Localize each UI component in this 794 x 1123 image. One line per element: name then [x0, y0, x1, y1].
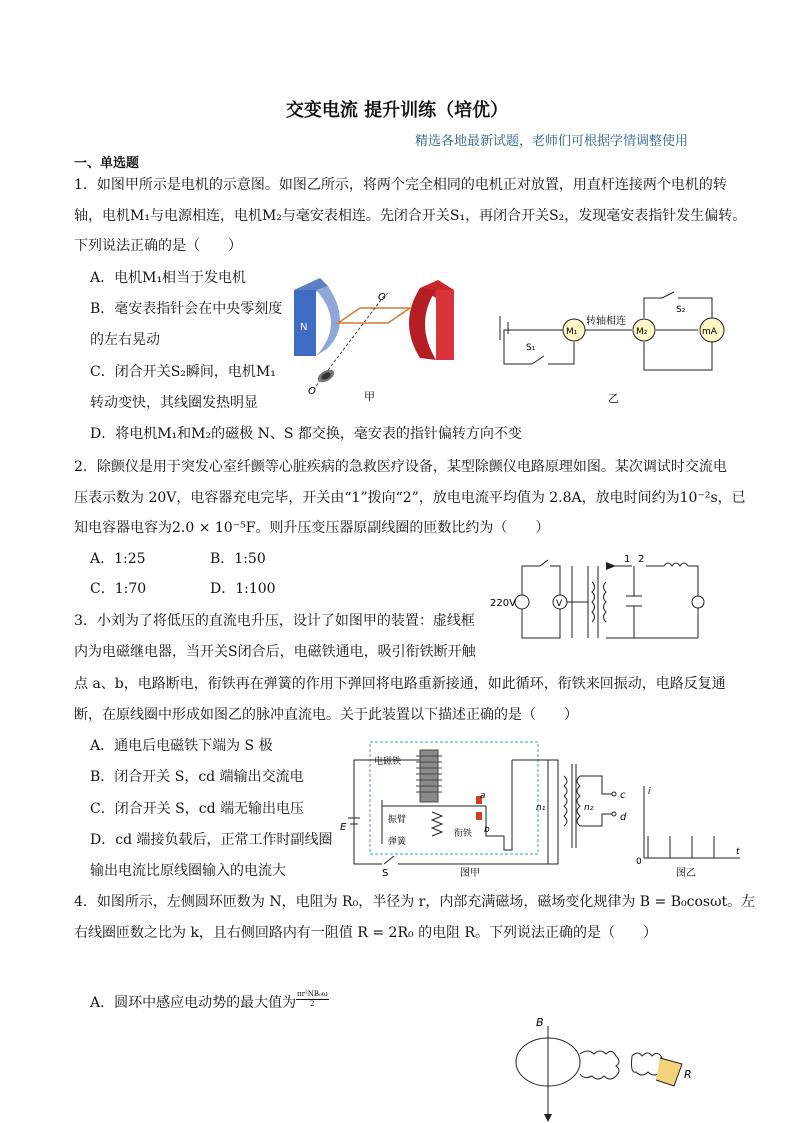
q2-voltage-label: 220V [490, 598, 516, 609]
q4-field-b-label: B [536, 1016, 544, 1029]
shaft-connect-label: 转轴相连 [586, 316, 626, 327]
axis-o-prime-label: O′ [378, 292, 389, 303]
q3-n2-label: n₂ [584, 803, 594, 813]
q1-option-a: A．电机M₁相当于发电机 [90, 270, 247, 286]
section-heading: 一、单选题 [74, 156, 140, 171]
q3-line3: 点 a、b，电路断电，衔铁再在弹簧的作用下弹回将电路重新接通，如此循环，衔铁来回振动，电路反复通 [74, 676, 726, 692]
q3-contact-a-label: a [480, 791, 486, 801]
q1-line1: 1．如图甲所示是电机的示意图。如图乙所示，将两个完全相同的电机正对放置，用直杆连接两个电机的转 [74, 177, 727, 193]
q3-electromagnet-label: 电磁铁 [374, 757, 402, 767]
fraction-numerator: πr²NB₀ω [297, 990, 328, 998]
figure-yi-caption: 乙 [608, 392, 619, 405]
switch-s2-label: S₂ [676, 305, 686, 315]
axis-o-label: O [308, 386, 316, 397]
q1-option-c-line2: 转动变快，其线圈发热明显 [90, 395, 258, 411]
q4-figure [510, 1012, 710, 1123]
q3-battery-e-label: E [340, 822, 347, 833]
q2-switch-pos2-label: 2 [638, 554, 645, 565]
q3-n1-label: n₁ [536, 803, 546, 813]
q3-option-d-line2: 输出电流比原线圈输入的电流大 [90, 863, 286, 879]
q1-figure-jia [288, 278, 468, 404]
q3-line2: 内为电磁继电器，当开关S闭合后，电磁铁通电，吸引衔铁断开触 [74, 644, 476, 660]
milliammeter-label: mA [702, 327, 717, 337]
fraction-denominator: 2 [310, 1000, 315, 1008]
q2-voltmeter-label: V [556, 599, 563, 609]
q1-option-c-line1: C．闭合开关S₂瞬间，电机M₁ [90, 364, 276, 380]
q3-terminal-d-label: d [620, 812, 627, 823]
switch-s1-label: S₁ [526, 343, 536, 353]
q3-arm-label: 振臂 [388, 815, 407, 825]
motor-m2-label: M₂ [636, 327, 648, 337]
q4-line2: 右线圈匝数之比为 k，且右侧回路内有一阻值 R = 2R₀ 的电阻 R。下列说法正确的是（ ） [74, 925, 658, 941]
q3-option-d-line1: D．cd 端接负载后，正常工作时副线圈 [90, 832, 333, 848]
q3-option-b: B．闭合开关 S，cd 端输出交流电 [90, 769, 304, 785]
q3-graph-origin-label: 0 [636, 857, 642, 867]
figure-jia-caption: 甲 [364, 390, 375, 403]
page-title: 交变电流 提升训练（培优） [285, 100, 509, 121]
q4-option-a: A．圆环中感应电动势的最大值为 [90, 995, 297, 1011]
q1-option-b-line1: B．毫安表指针会在中央零刻度 [90, 301, 283, 317]
q2-option-d: D．1:100 [210, 581, 276, 597]
magnet-n-label: N [300, 322, 308, 333]
q3-graph-i-label: i [648, 787, 651, 797]
q1-line2: 轴，电机M₁与电源相连，电机M₂与毫安表相连。先闭合开关S₁，再闭合开关S₂，发现毫安表指针发生偏转。 [74, 208, 747, 224]
motor-m1-label: M₁ [566, 327, 578, 337]
magnet-s-label: S [426, 320, 433, 331]
q1-figure-yi [492, 290, 728, 408]
q1-line3: 下列说法正确的是（ ） [74, 238, 242, 254]
q3-figure [336, 740, 748, 880]
q3-switch-s-label: S [382, 868, 389, 879]
q3-terminal-c-label: c [620, 790, 626, 801]
q3-figure-jia-caption: 图甲 [460, 868, 480, 879]
q2-option-c: C．1:70 [90, 581, 147, 597]
q4-option-a-fraction [296, 990, 329, 1009]
q3-graph-t-label: t [736, 847, 740, 857]
q3-figure-yi-caption: 图乙 [676, 868, 696, 879]
q3-armature-label: 衔铁 [454, 829, 473, 839]
q3-option-a: A．通电后电磁铁下端为 S 极 [90, 738, 273, 754]
q2-line2: 压表示数为 20V，电容器充电完毕，开关由“1”拨向“2”，放电电流平均值为 2.8A，放电时间约为10⁻²s，已 [74, 490, 746, 506]
q3-line4: 断，在原线圈中形成如图乙的脉冲直流电。关于此装置以下描述正确的是（ ） [74, 707, 578, 723]
q3-contact-b-label: b [484, 825, 490, 835]
q3-line1: 3．小刘为了将低压的直流电升压，设计了如图甲的装置：虚线框 [74, 613, 475, 629]
page-subtitle: 精选各地最新试题，老师们可根据学情调整使用 [414, 134, 688, 149]
q2-line1: 2．除颤仪是用于突发心室纤颤等心脏疾病的急救医疗设备，某型除颤仪电路原理如图。某次调试时交流电 [74, 459, 727, 475]
q2-switch-pos1-label: 1 [624, 554, 631, 565]
q1-option-b-line2: 的左右晃动 [90, 332, 160, 348]
q2-option-b: B．1:50 [210, 551, 266, 567]
q4-line1: 4．如图所示，左侧圆环匝数为 N，电阻为 R₀，半径为 r，内部充满磁场，磁场变化规律为 B = B₀cosωt。左 [74, 894, 756, 910]
q2-line3: 知电容器电容为2.0 × 10⁻⁵F。则升压变压器原副线圈的匝数比约为（ ） [74, 520, 550, 536]
q2-circuit-figure [488, 552, 720, 644]
q1-option-d: D．将电机M₁和M₂的磁极 N、S 都交换，毫安表的指针偏转方向不变 [90, 426, 522, 442]
q2-option-a: A．1:25 [90, 551, 146, 567]
q3-option-c: C．闭合开关 S，cd 端无输出电压 [90, 801, 305, 817]
q3-spring-label: 弹簧 [388, 837, 407, 847]
q4-resistor-r-label: R [684, 1068, 692, 1081]
